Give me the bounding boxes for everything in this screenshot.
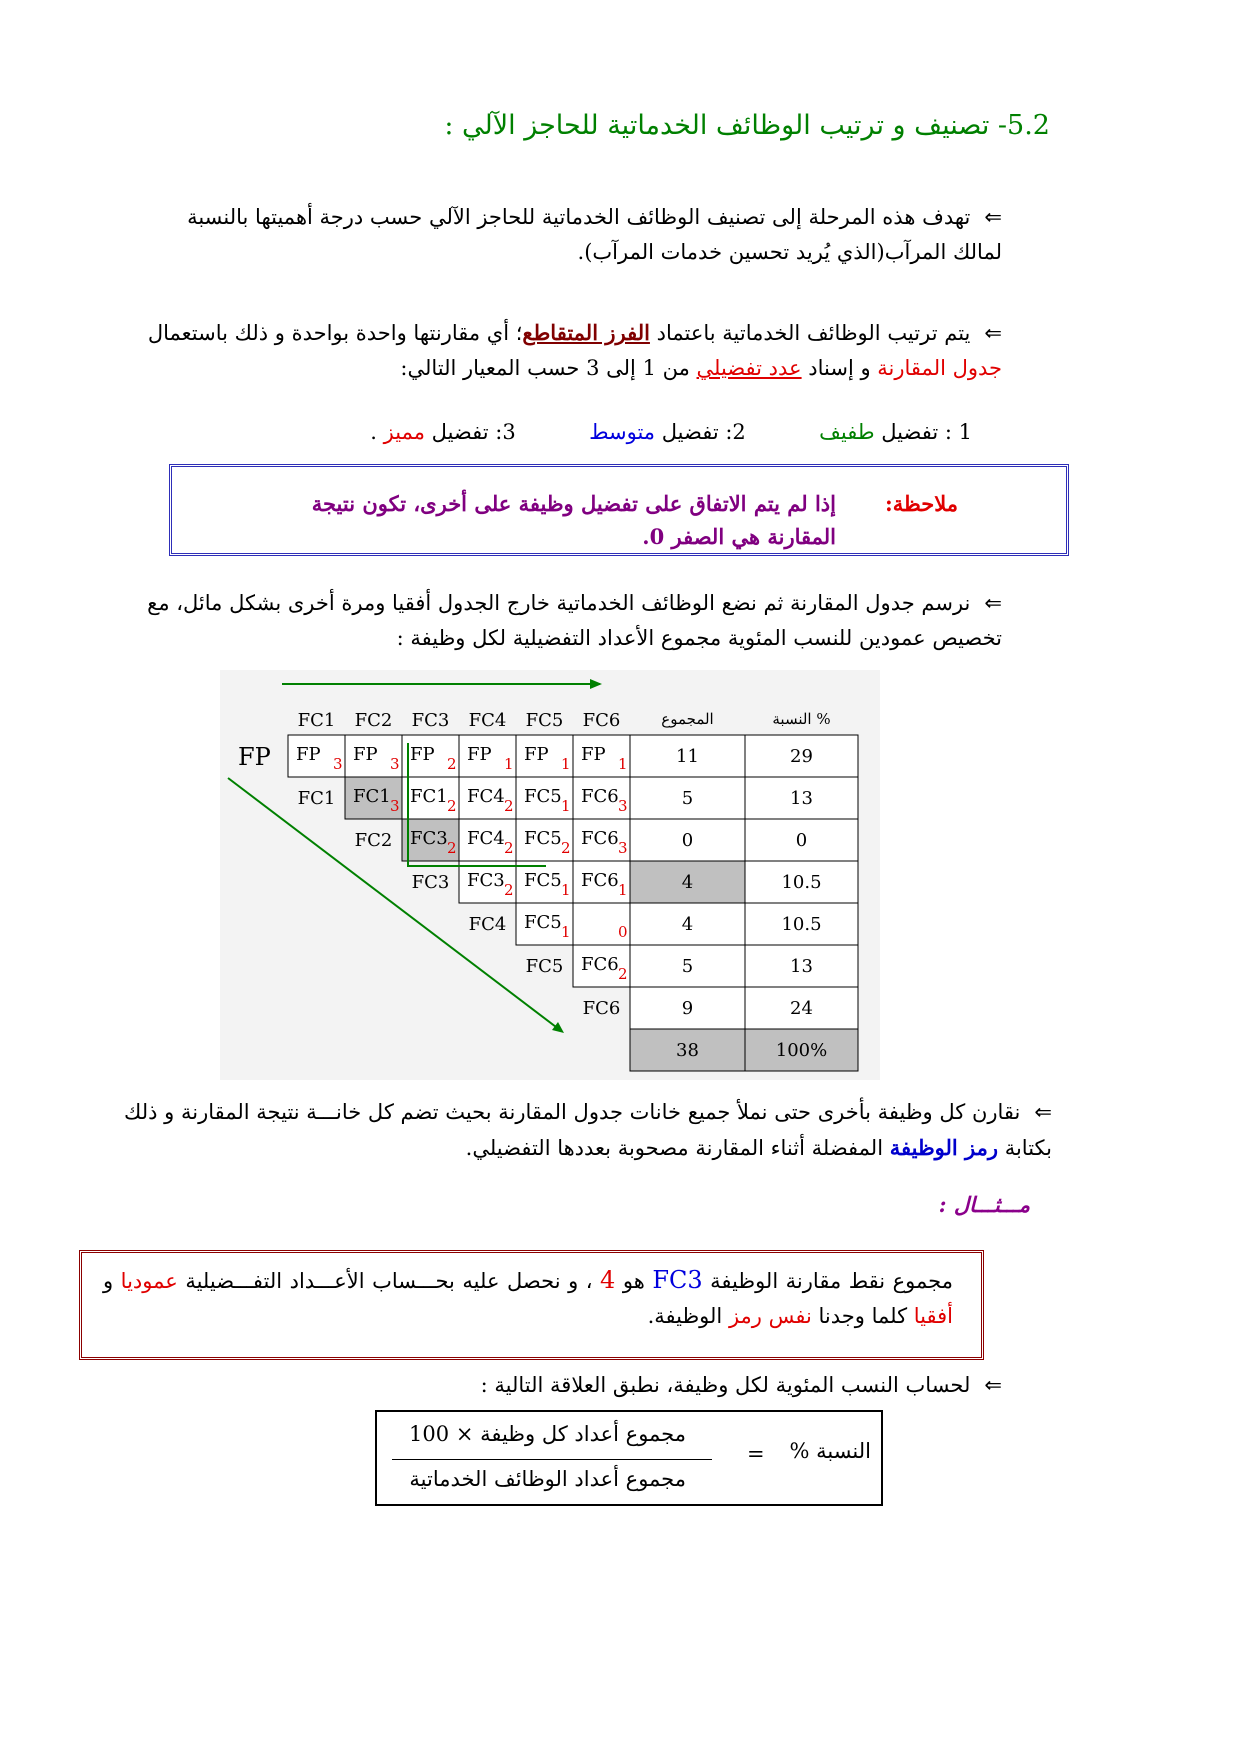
term-function-code: رمز الوظيفة xyxy=(889,1135,999,1160)
section-heading: 5.2- تصنيف و ترتيب الوظائف الخدماتية للحاجز الآلي : xyxy=(444,110,1050,141)
fraction-bar xyxy=(392,1459,712,1460)
text-segment: من 1 إلى 3 حسب المعيار التالي: xyxy=(400,356,697,380)
paragraph-fill-table xyxy=(122,1095,1052,1166)
cell-score: 2 xyxy=(618,965,628,983)
term-cross-sort: الفرز المتقاطع xyxy=(522,320,650,345)
cell-score: 2 xyxy=(504,881,514,899)
cell-score: 3 xyxy=(333,755,343,773)
arrow-icon: ⇐ xyxy=(984,205,1002,229)
cell-function: FC4 xyxy=(467,828,505,849)
cell-score: 1 xyxy=(504,755,514,773)
row-label: FC5 xyxy=(525,956,564,977)
formula-numerator: مجموع أعداد كل وظيفة × 100 xyxy=(409,1422,686,1446)
cell-function: FC3 xyxy=(467,870,505,891)
sum-value: 0 xyxy=(681,830,694,851)
paragraph-method xyxy=(132,315,1002,386)
sum-value: 5 xyxy=(681,788,694,809)
cell-score: 3 xyxy=(390,755,400,773)
paragraph-objective xyxy=(132,200,1002,270)
scale-item-2: 2: تفضيل متوسط xyxy=(589,420,746,444)
example-function: FC3 xyxy=(652,1266,703,1294)
percent-value: 13 xyxy=(790,956,813,977)
cell-function: FC6 xyxy=(581,954,619,975)
formula-denominator: مجموع أعداد الوظائف الخدماتية xyxy=(409,1467,686,1491)
scale-item-3: 3: تفضيل مميز . xyxy=(370,420,516,444)
arrow-icon: ⇐ xyxy=(984,1373,1002,1397)
row-label: FC6 xyxy=(582,998,621,1019)
arrow-icon: ⇐ xyxy=(984,591,1002,615)
sum-value: 9 xyxy=(681,998,694,1019)
scale-item-1: 1 : تفضيل طفيف xyxy=(819,420,972,444)
cell-score: 1 xyxy=(618,881,628,899)
percent-value: 10.5 xyxy=(781,914,822,935)
row-label: FC2 xyxy=(354,830,393,851)
cell-score: 2 xyxy=(447,797,457,815)
percent-value: 10.5 xyxy=(781,872,822,893)
row-label: FC3 xyxy=(411,872,450,893)
percent-value: 0 xyxy=(795,830,808,851)
cell-score: 1 xyxy=(561,797,571,815)
text-segment: يتم ترتيب الوظائف الخدماتية باعتماد xyxy=(649,321,971,345)
arrow-icon: ⇐ xyxy=(1034,1100,1052,1124)
cell-score: 1 xyxy=(561,881,571,899)
text-segment: المفضلة أثناء المقارنة مصحوبة بعددها التفضيلي. xyxy=(465,1136,890,1160)
paragraph-text: تهدف هذه المرحلة إلى تصنيف الوظائف الخدماتية للحاجز الآلي حسب درجة أهميتها بالنسبة لمالك المرآب(الذي يُريد تحسين خدمات المرآب). xyxy=(187,205,1002,264)
total-sum-value: 38 xyxy=(676,1040,699,1061)
percent-header: النسبة % xyxy=(772,710,831,728)
row-label: FC4 xyxy=(468,914,507,935)
sum-value: 5 xyxy=(681,956,694,977)
text-segment: و إسناد xyxy=(801,356,878,380)
cell-function: FC5 xyxy=(524,786,562,807)
example-title: مـــثـــال : xyxy=(938,1192,1030,1217)
cell-function: FC6 xyxy=(581,786,619,807)
cell-function: FC1 xyxy=(410,786,448,807)
note-box xyxy=(169,464,1069,556)
percent-value: 13 xyxy=(790,788,813,809)
sum-header: المجموع xyxy=(661,710,714,728)
cell-function: FP xyxy=(353,744,378,765)
cell-function: FC5 xyxy=(524,912,562,933)
term-comparison-table: جدول المقارنة xyxy=(877,356,1002,380)
cell-score: 3 xyxy=(618,797,628,815)
cell-function: FC4 xyxy=(467,786,505,807)
column-header: FC4 xyxy=(468,710,507,731)
text-segment: ؛ أي مقارنتها واحدة بواحدة و ذلك باستعمال xyxy=(147,321,523,345)
sum-value: 4 xyxy=(681,914,694,935)
fp-label: FP xyxy=(238,743,271,771)
cell-score: 3 xyxy=(390,797,400,815)
sum-value: 4 xyxy=(681,872,694,893)
column-header: FC2 xyxy=(354,710,393,731)
paragraph-table-instructions xyxy=(132,586,1002,656)
paragraph-text: لحساب النسب المئوية لكل وظيفة، نطبق العلاقة التالية : xyxy=(480,1373,971,1397)
row-label: FC1 xyxy=(297,788,336,809)
percent-value: 29 xyxy=(790,746,813,767)
text-segment: نقارن كل وظيفة بأخرى حتى نملأ جميع خانات جدول المقارنة بحيث تضم كل خانـــة نتيجة المقارنة و ذلك بكتابة xyxy=(124,1100,1052,1160)
arrow-icon: ⇐ xyxy=(984,321,1002,345)
total-percent-value: 100% xyxy=(775,1040,828,1061)
note-text: إذا لم يتم الاتفاق على تفضيل وظيفة على أخرى، تكون نتيجة المقارنة هي الصفر 0. xyxy=(311,491,836,549)
formula-equals: = xyxy=(747,1442,765,1466)
cell-function: FC6 xyxy=(581,870,619,891)
sum-value: 11 xyxy=(676,746,699,767)
term-preference-number: عدد تفضيلي xyxy=(696,356,802,380)
formula-lhs: النسبة % xyxy=(789,1439,871,1463)
paragraph-percentage xyxy=(132,1368,1002,1403)
example-value: 4 xyxy=(600,1266,616,1294)
cell-score: 1 xyxy=(561,923,571,941)
cell-score: 2 xyxy=(447,839,457,857)
cell-score: 1 xyxy=(561,755,571,773)
cell-score: 2 xyxy=(561,839,571,857)
preference-scale xyxy=(272,420,972,444)
note-label: ملاحظة: xyxy=(885,491,958,516)
cell-function: FC5 xyxy=(524,870,562,891)
cell-score: 0 xyxy=(618,923,628,941)
cell-function: FC5 xyxy=(524,828,562,849)
cell-function: FP xyxy=(581,744,606,765)
column-header: FC5 xyxy=(525,710,564,731)
column-header: FC1 xyxy=(297,710,336,731)
cell-score: 2 xyxy=(504,839,514,857)
cell-function: FP xyxy=(467,744,492,765)
cell-function: FP xyxy=(524,744,549,765)
paragraph-text: نرسم جدول المقارنة ثم نضع الوظائف الخدماتية خارج الجدول أفقيا ومرة أخرى بشكل مائل، مع تخصيص عمودين للنسب المئوية مجموع الأعداد التفضيلية لكل وظيفة : xyxy=(147,591,1002,650)
cell-function: FP xyxy=(296,744,321,765)
column-header: FC3 xyxy=(411,710,450,731)
cell-function: FP xyxy=(410,744,435,765)
column-header: FC6 xyxy=(582,710,621,731)
cell-score: 1 xyxy=(618,755,628,773)
formula-box xyxy=(375,1410,883,1506)
example-text: مجموع نقط مقارنة الوظيفة FC3 هو 4 ، و نحصل عليه بحـــساب الأعـــداد التفـــضيلية عموديا و أفقيا كلما وجدنا نفس رمز الوظيفة. xyxy=(103,1266,953,1328)
cell-function: FC3 xyxy=(410,828,448,849)
comparison-table xyxy=(220,670,880,1080)
percent-value: 24 xyxy=(790,998,813,1019)
cell-function: FC6 xyxy=(581,828,619,849)
cell-score: 3 xyxy=(618,839,628,857)
cell-score: 2 xyxy=(504,797,514,815)
example-box xyxy=(79,1250,984,1360)
cell-function: FC1 xyxy=(353,786,391,807)
cell-score: 2 xyxy=(447,755,457,773)
